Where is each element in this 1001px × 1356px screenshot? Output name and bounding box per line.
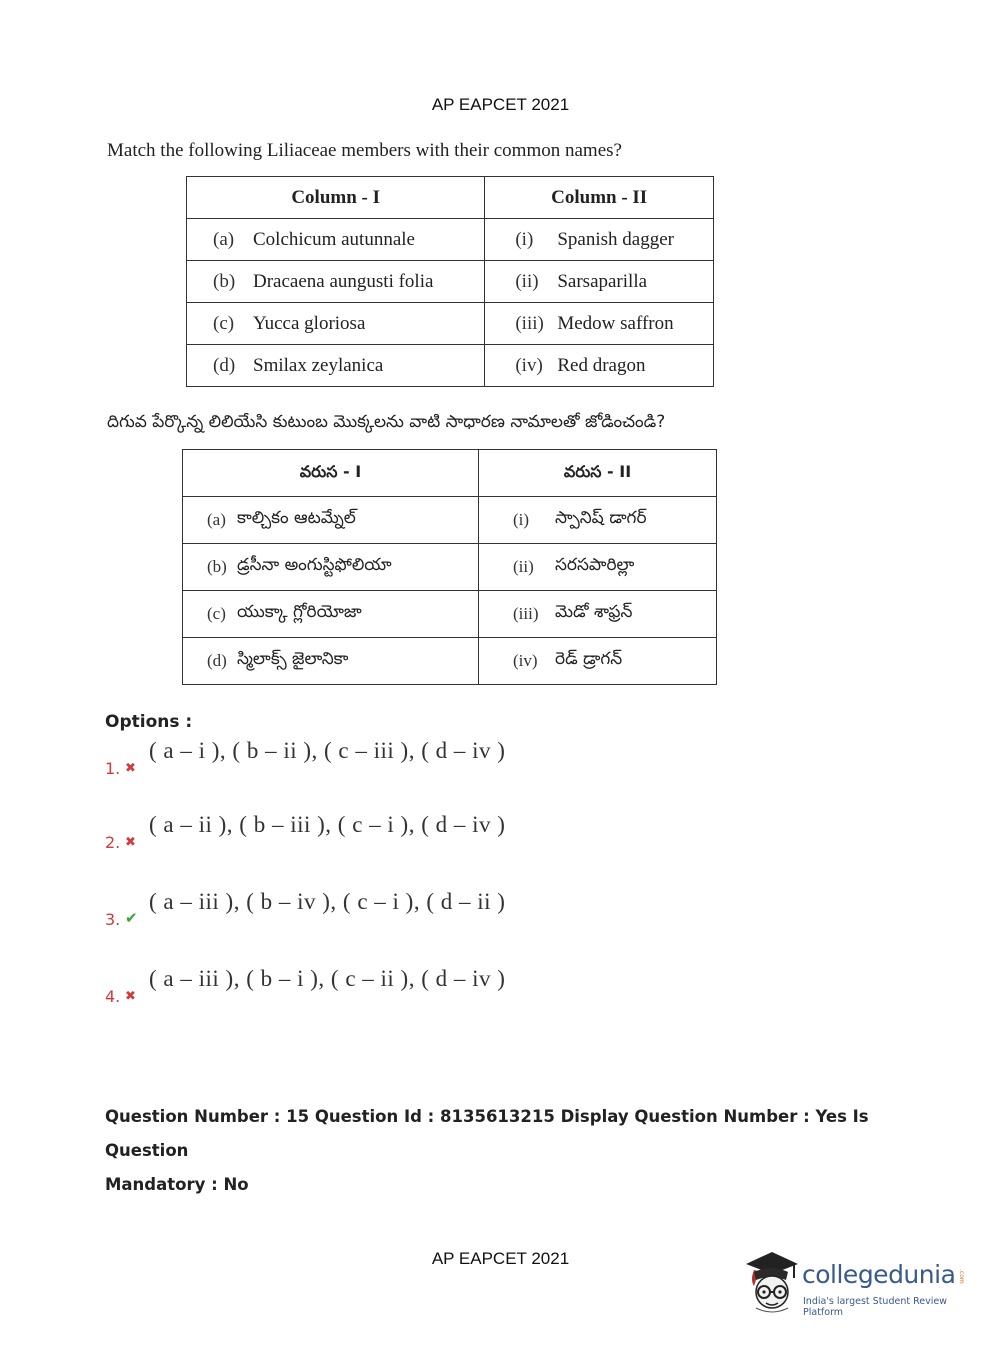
plant-name: Dracaena aungusti folia — [253, 270, 434, 292]
common-name: Spanish dagger — [557, 228, 674, 250]
common-name: రెడ్ డ్రాగన్ — [554, 649, 623, 669]
table-row — [183, 638, 717, 685]
column-1-header: వరుస - I — [183, 450, 479, 497]
row-label: (a) — [207, 510, 226, 529]
row-label: (iv) — [512, 651, 538, 670]
plant-name: యుక్కా గ్లోరియోజా — [237, 602, 362, 622]
match-table-telugu — [182, 449, 717, 685]
column-2-header: వరుస - II — [478, 450, 716, 497]
question-meta — [105, 1100, 905, 1202]
plant-name: Smilax zeylanica — [253, 354, 384, 376]
question-text-english: Match the following Liliaceae members with their common names? — [107, 140, 622, 161]
correct-check-icon: ✔ — [125, 909, 138, 927]
table-row — [187, 303, 714, 345]
row-label: (i) — [515, 228, 534, 250]
wrong-mark-icon: ✖ — [125, 989, 136, 1004]
common-name: Red dragon — [557, 354, 646, 376]
row-label: (b) — [213, 270, 236, 292]
row-label: (ii) — [512, 557, 534, 576]
page-footer-title: AP EAPCET 2021 — [431, 1249, 570, 1268]
option-2 — [105, 812, 705, 852]
page-header-title: AP EAPCET 2021 — [431, 95, 570, 114]
table-header-row — [183, 450, 717, 497]
wrong-mark-icon: ✖ — [125, 835, 136, 850]
logo-tagline: India's largest Student Review Platform — [803, 1296, 947, 1318]
row-label: (ii) — [515, 270, 539, 292]
row-label: (b) — [207, 557, 227, 576]
plant-name: డ్రసీనా అంగుస్టిఫోలియా — [237, 555, 392, 575]
options-label: Options : — [105, 712, 193, 732]
plant-name: కాల్చికం ఆటమ్నేల్ — [237, 508, 356, 528]
option-text: ( a – ii ), ( b – iii ), ( c – i ), ( d – iv ) — [149, 812, 506, 837]
plant-name: Colchicum autunnale — [253, 228, 415, 250]
table-row — [183, 544, 717, 591]
row-label: (a) — [213, 228, 235, 250]
table-row — [187, 345, 714, 387]
row-label: (iii) — [512, 604, 539, 623]
logo-dotcom-text: .com — [958, 1269, 965, 1284]
question-meta-line-2: Mandatory : No — [105, 1175, 249, 1194]
collegedunia-logo — [742, 1250, 972, 1320]
option-text: ( a – iii ), ( b – iv ), ( c – i ), ( d – ii ) — [149, 889, 506, 914]
table-row — [187, 219, 714, 261]
common-name: స్పానిష్ డాగర్ — [554, 508, 647, 528]
plant-name: స్మిలాక్స్ జైలానికా — [237, 649, 349, 669]
option-number: 1. — [105, 759, 121, 778]
column-1-header: Column - I — [187, 177, 485, 219]
option-number: 2. — [105, 833, 121, 852]
table-row — [187, 261, 714, 303]
option-text: ( a – iii ), ( b – i ), ( c – ii ), ( d – iv ) — [149, 966, 506, 991]
graduate-mascot-icon — [742, 1250, 800, 1314]
option-1 — [105, 738, 705, 778]
row-label: (c) — [207, 604, 226, 623]
option-number: 4. — [105, 987, 121, 1006]
row-label: (c) — [213, 312, 235, 334]
option-4 — [105, 966, 705, 1006]
table-header-row — [187, 177, 714, 219]
question-text-telugu: దిగువ పేర్కొన్న లిలియేసి కుటుంబ మొక్కలను వాటి సాధారణ నామాలతో జోడించండి? — [107, 412, 666, 432]
row-label: (d) — [207, 651, 227, 670]
plant-name: Yucca gloriosa — [253, 312, 366, 334]
option-3 — [105, 889, 705, 929]
row-label: (i) — [512, 510, 530, 529]
row-label: (d) — [213, 354, 236, 376]
common-name: సరసపారిల్లా — [554, 555, 635, 575]
table-row — [183, 497, 717, 544]
row-label: (iv) — [515, 354, 543, 376]
common-name: Medow saffron — [557, 312, 674, 334]
row-label: (iii) — [515, 312, 544, 334]
common-name: మెడో శాఫ్రన్ — [554, 602, 633, 622]
table-row — [183, 591, 717, 638]
option-number: 3. — [105, 910, 121, 929]
question-meta-line-1: Question Number : 15 Question Id : 8135613215 Display Question Number : Yes Is Question — [105, 1107, 869, 1160]
column-2-header: Column - II — [485, 177, 714, 219]
match-table-english — [186, 176, 714, 387]
option-text: ( a – i ), ( b – ii ), ( c – iii ), ( d – iv ) — [149, 738, 506, 763]
logo-brand-text: collegedunia — [802, 1260, 956, 1289]
common-name: Sarsaparilla — [557, 270, 648, 292]
wrong-mark-icon: ✖ — [125, 761, 136, 776]
